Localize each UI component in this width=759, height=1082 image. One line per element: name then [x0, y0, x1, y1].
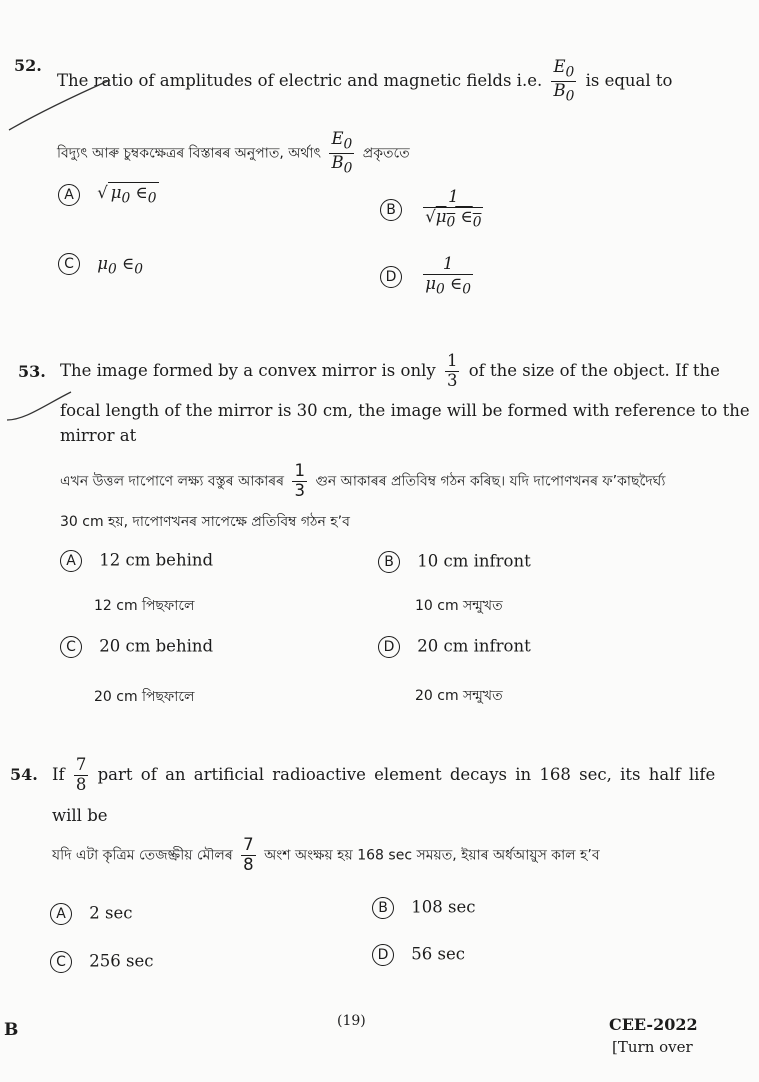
- fraction-7-8: $\frac{7}{8}$: [75, 755, 87, 794]
- option-53-a-en: 12 cm behind: [99, 550, 214, 570]
- option-label-a: A: [60, 550, 82, 572]
- fraction-e0-b0-assamese: $\frac{E_0}{B_0}$: [331, 129, 353, 177]
- exam-code: CEE-2022: [609, 1015, 698, 1034]
- option-53-b-assamese: 10 cm সন্মুখত: [415, 598, 503, 614]
- option-54-c[interactable]: [50, 951, 153, 973]
- option-label-b: B: [372, 897, 394, 919]
- question-53-line-3: mirror at: [60, 426, 137, 445]
- option-54-b-value: 108 sec: [411, 897, 476, 917]
- option-54-d[interactable]: [372, 944, 465, 966]
- option-label-c: C: [50, 951, 72, 973]
- footer-booklet-code: B: [4, 1020, 19, 1040]
- question-52-assamese: বিদ্যুৎ আৰু চুম্বকক্ষেত্ৰৰ বিস্তাৰৰ অনুপাত, অৰ্থাৎ $\frac{E_0}{B_0}$ প্ৰকৃততে: [57, 129, 410, 177]
- question-53-assamese-2: 30 cm হয়, দাপোণখনৰ সাপেক্ষে প্ৰতিবিম্ব গঠন হ’ব: [60, 514, 350, 530]
- option-53-a[interactable]: [60, 550, 213, 572]
- question-54-assamese: যদি এটা কৃত্ৰিম তেজষ্ক্ৰীয় মৌলৰ $\frac{7}{8}$ অংশ অংক্ষয় হয় 168 sec সময়ত, ইয়াৰ অৰ্ধআয়ুস কাল হ’ব: [52, 835, 600, 874]
- option-52-b-value: $\frac{1}{√\mu_0 \in_0}$: [425, 187, 482, 231]
- question-53-assamese-1: এখন উত্তল দাপোণে লক্ষ্য বস্তুৰ আকাৰৰ $\frac{1}{3}$ গুন আকাৰৰ প্ৰতিবিম্ব গঠন কৰিছ। যদি দাপোণখনৰ ফ’কাছদৈৰ্ঘ্য: [60, 461, 666, 500]
- option-53-b[interactable]: [378, 551, 531, 573]
- option-label-d: D: [372, 944, 394, 966]
- option-54-c-value: 256 sec: [89, 951, 154, 971]
- fraction-1-3-assamese: $\frac{1}{3}$: [294, 461, 305, 500]
- option-53-c-assamese: 20 cm পিছফালে: [94, 689, 195, 705]
- option-label-d: D: [378, 636, 400, 658]
- option-54-d-value: 56 sec: [411, 944, 465, 964]
- option-54-b[interactable]: [372, 897, 475, 919]
- option-52-c-value: $\mu_0$ $\in_0$: [97, 253, 143, 277]
- turn-over-label: [Turn over: [612, 1038, 693, 1056]
- question-54-line-1: If $\frac{7}{8}$ part of an artificial radioactive element decays in 168 sec, its half life: [52, 755, 716, 794]
- question-number-53: 53.: [18, 362, 46, 381]
- question-53-line-2: focal length of the mirror is 30 cm, the image will be formed with reference to the: [60, 401, 750, 420]
- fraction-1-3: $\frac{1}{3}$: [446, 351, 458, 390]
- option-54-a-value: 2 sec: [89, 903, 133, 923]
- fraction-7-8-assamese: $\frac{7}{8}$: [243, 835, 254, 874]
- option-53-a-assamese: 12 cm পিছফালে: [94, 598, 195, 614]
- question-54-line-2: will be: [52, 806, 108, 825]
- page-number: (19): [337, 1013, 366, 1029]
- option-52-a-value: √ $\mu_0$ $\in_0$: [97, 183, 159, 206]
- option-52-a[interactable]: [58, 183, 159, 206]
- option-label-d: D: [380, 266, 402, 288]
- question-52-text: The ratio of amplitudes of electric and magnetic fields i.e. $\frac{E_0}{B_0}$ is equal to: [57, 57, 673, 105]
- option-label-a: A: [50, 903, 72, 925]
- fraction-e0-b0: $\frac{E_0}{B_0}$: [553, 57, 575, 105]
- option-label-b: B: [380, 199, 402, 221]
- option-52-c[interactable]: [58, 253, 143, 277]
- option-53-d[interactable]: [378, 636, 531, 658]
- option-label-b: B: [378, 551, 400, 573]
- question-53-line-1: The image formed by a convex mirror is only $\frac{1}{3}$ of the size of the object. If the: [60, 351, 720, 390]
- option-52-d[interactable]: [380, 255, 477, 298]
- option-53-b-en: 10 cm infront: [417, 551, 531, 571]
- option-53-d-en: 20 cm infront: [417, 636, 531, 656]
- question-number-54: 54.: [10, 765, 38, 784]
- option-53-c[interactable]: [60, 636, 213, 658]
- option-53-c-en: 20 cm behind: [99, 636, 214, 656]
- option-54-a[interactable]: [50, 903, 132, 925]
- option-53-d-assamese: 20 cm সন্মুখত: [415, 688, 503, 704]
- option-label-c: C: [60, 636, 82, 658]
- option-52-d-value: $\frac{1}{\mu_0 \in_0}$: [425, 254, 471, 298]
- option-52-b[interactable]: [380, 188, 487, 231]
- question-number-52: 52.: [14, 56, 42, 75]
- option-label-c: C: [58, 253, 80, 275]
- pen-tick-mark: [5, 75, 115, 135]
- option-label-a: A: [58, 184, 80, 206]
